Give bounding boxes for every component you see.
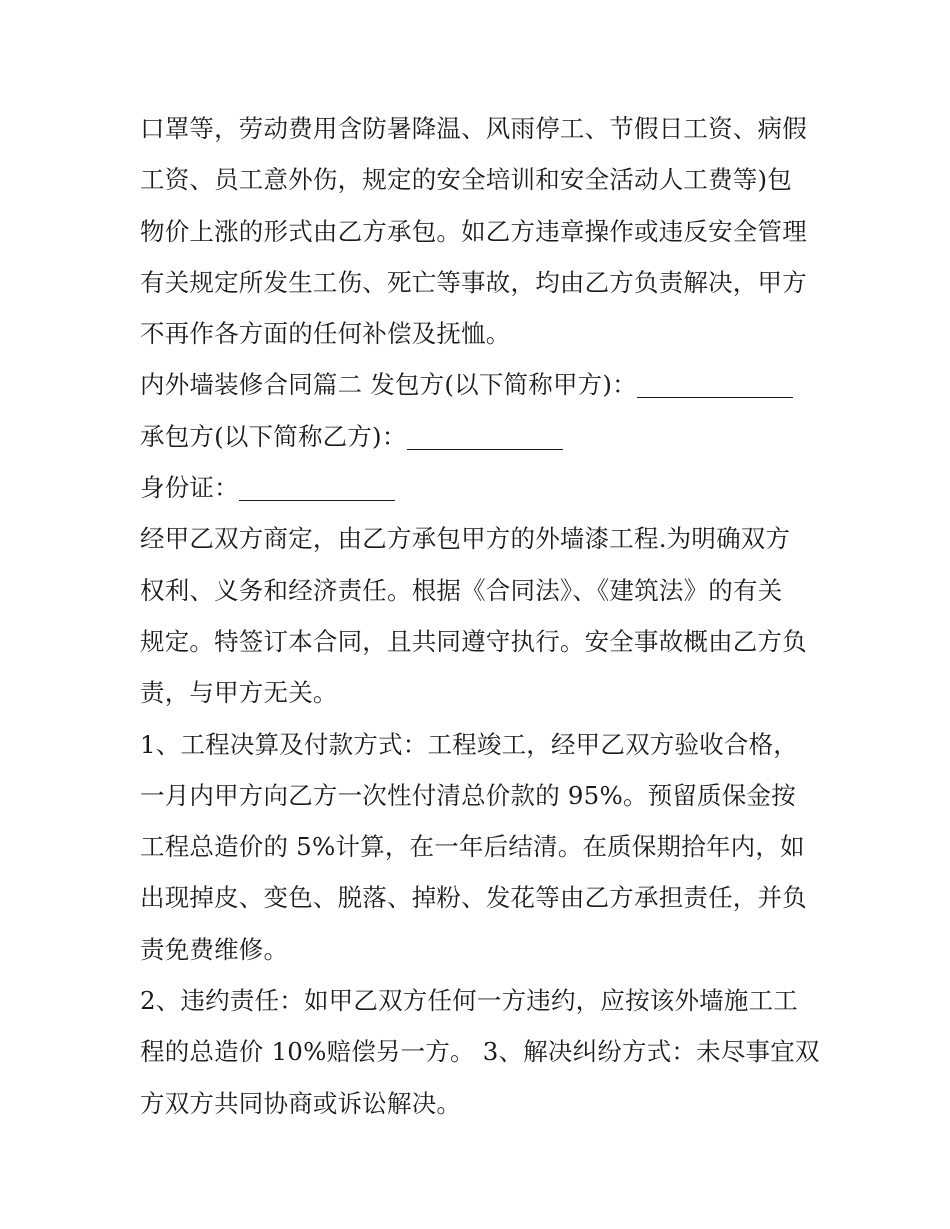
clause-line: 责免费维修。 xyxy=(140,934,289,964)
text-line: 物价上涨的形式由乙方承包。如乙方违章操作或违反安全管理 xyxy=(140,216,807,246)
contractor-label: 承包方(以下简称乙方)： xyxy=(140,421,407,451)
employer-label: 内外墙装修合同篇二 发包方(以下简称甲方)： xyxy=(140,370,637,400)
text-line: 口罩等，劳动费用含防暑降温、风雨停工、节假日工资、病假 xyxy=(140,114,807,143)
clause-line: 一月内甲方向乙方一次性付清总价款的 95%。预留质保金按 xyxy=(140,780,796,810)
text-line: 工资、员工意外伤，规定的安全培训和安全活动人工费等)包 xyxy=(140,165,792,195)
clause-line: 程的总造价 10%赔偿另一方。 3、解决纠纷方式：未尽事宜双 xyxy=(140,1037,820,1067)
id-label: 身份证： xyxy=(140,473,239,503)
clause-line: 方双方共同协商或诉讼解决。 xyxy=(140,1088,462,1118)
text-line: 不再作各方面的任何补偿及抚恤。 xyxy=(140,319,511,349)
text-line: 经甲乙双方商定，由乙方承包甲方的外墙漆工程.为明确双方 xyxy=(140,524,791,554)
text-line: 有关规定所发生工伤、死亡等事故，均由乙方负责解决，甲方 xyxy=(140,267,807,297)
contract-heading-line xyxy=(140,359,820,410)
id-line xyxy=(140,462,820,513)
clause-line: 1、工程决算及付款方式：工程竣工，经甲乙双方验收合格， xyxy=(140,729,798,759)
text-line: 责，与甲方无关。 xyxy=(140,678,338,708)
employer-blank-field xyxy=(637,369,793,398)
contractor-line xyxy=(140,411,820,462)
id-blank-field xyxy=(239,472,395,501)
document-page xyxy=(140,103,820,1129)
clause-line: 2、违约责任：如甲乙双方任何一方违约，应按该外墙施工工 xyxy=(140,986,798,1016)
clause-line: 工程总造价的 5%计算，在一年后结清。在质保期拾年内，如 xyxy=(140,832,805,862)
text-line: 权利、义务和经济责任。根据《合同法》、《建筑法》的有关 xyxy=(140,575,783,605)
contractor-blank-field xyxy=(407,421,563,450)
clause-line: 出现掉皮、变色、脱落、掉粉、发花等由乙方承担责任，并负 xyxy=(140,883,807,913)
text-line: 规定。特签订本合同，且共同遵守执行。安全事故概由乙方负 xyxy=(140,626,807,656)
